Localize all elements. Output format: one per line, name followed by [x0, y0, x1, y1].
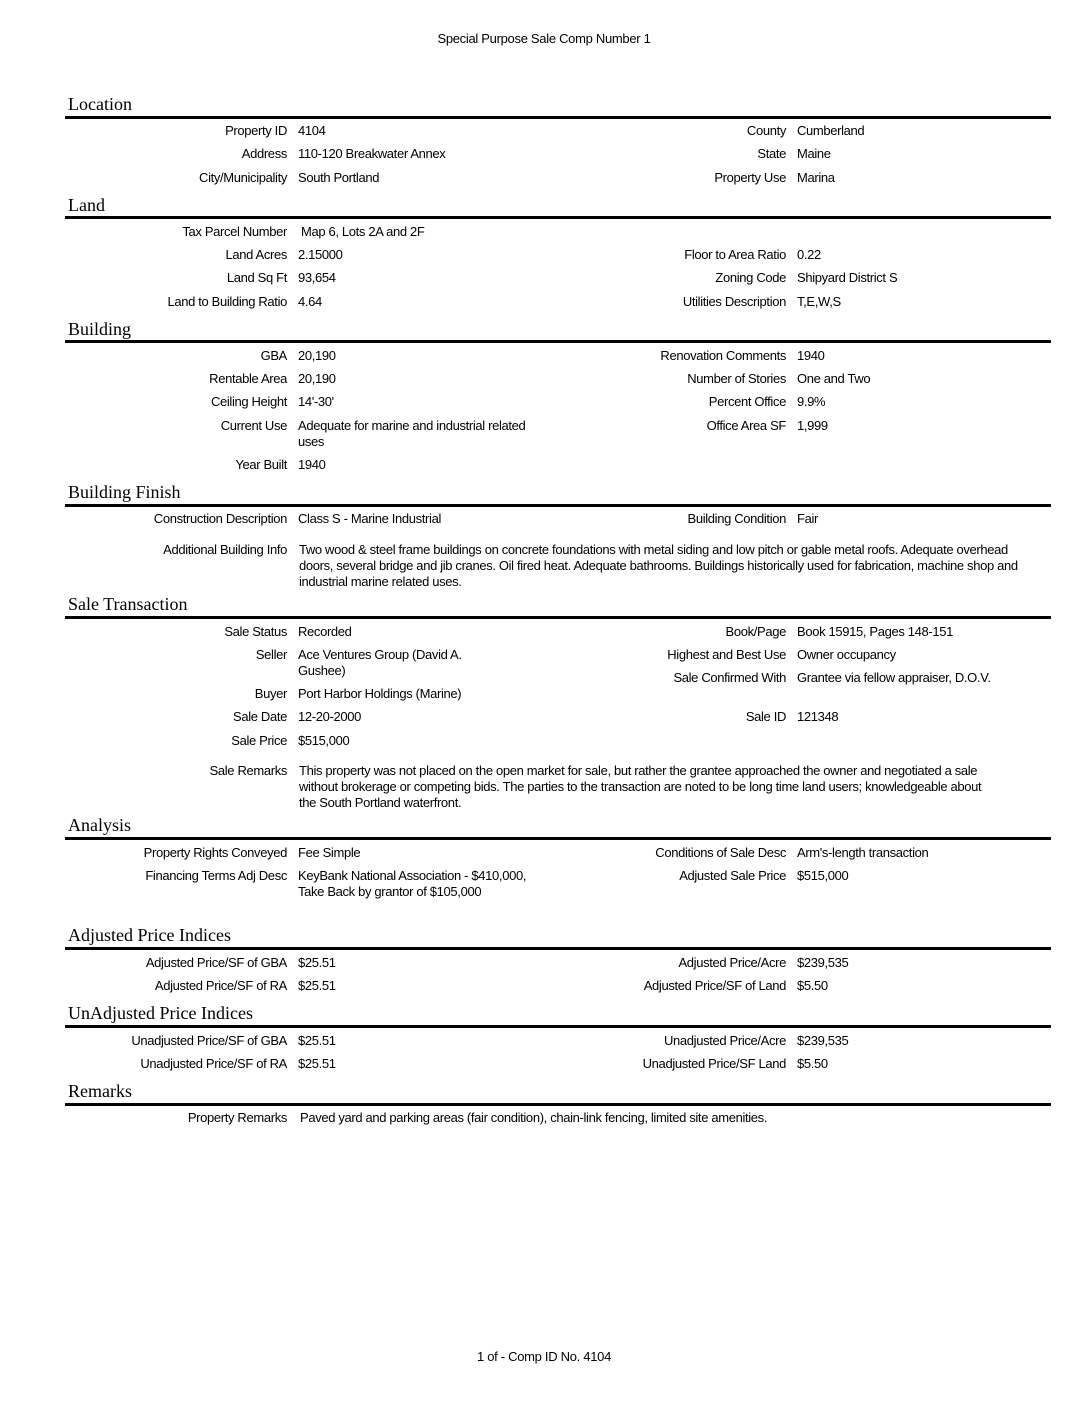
additional-info-value: Two wood & steel frame buildings on concrete foundations with metal siding and low pitch or gable metal roofs. Adequate overhead doors, several bridge and jib cranes. Oil fired heat. Adequate bathrooms. Buildings historically used for fabrication, machine shop and industrial marine related uses. [299, 542, 1018, 589]
section-title-land: Land [68, 195, 105, 215]
stories-value: One and Two [797, 371, 871, 386]
sale-date-label: Sale Date [233, 709, 287, 724]
seller-value: Ace Ventures Group (David A. Gushee) [298, 647, 462, 678]
percent-office-value: 9.9% [797, 394, 826, 409]
condition-value: Fair [797, 511, 818, 526]
address-value: 110-120 Breakwater Annex [298, 146, 446, 161]
confirmed-value: Grantee via fellow appraiser, D.O.V. [797, 670, 991, 685]
sale-price-value: $515,000 [298, 733, 350, 748]
section-divider [65, 1103, 1051, 1106]
construction-value: Class S - Marine Industrial [298, 511, 441, 526]
tax-parcel-label: Tax Parcel Number [182, 224, 287, 239]
state-label: State [757, 146, 786, 161]
gba-label: GBA [260, 348, 287, 363]
far-value: 0.22 [797, 247, 821, 262]
far-label: Floor to Area Ratio [684, 247, 786, 262]
adj-land-label: Adjusted Price/SF of Land [643, 978, 786, 993]
hbu-value: Owner occupancy [797, 647, 896, 662]
section-title-analysis: Analysis [68, 815, 131, 835]
sale-date-value: 12-20-2000 [298, 709, 361, 724]
section-divider [65, 504, 1051, 507]
city-label: City/Municipality [199, 170, 287, 185]
land-sqft-label: Land Sq Ft [226, 270, 287, 285]
rentable-area-label: Rentable Area [209, 371, 287, 386]
unadj-ra-value: $25.51 [298, 1056, 336, 1071]
property-remarks-value: Paved yard and parking areas (fair condition), chain-link fencing, limited site amenities. [300, 1110, 768, 1125]
rentable-area-value: 20,190 [298, 371, 336, 386]
property-remarks-label: Property Remarks [187, 1110, 287, 1125]
hbu-label: Highest and Best Use [667, 647, 786, 662]
year-built-value: 1940 [298, 457, 326, 472]
book-page-label: Book/Page [725, 624, 786, 639]
section-divider [65, 1025, 1051, 1028]
land-acres-value: 2.15000 [298, 247, 343, 262]
adj-ra-label: Adjusted Price/SF of RA [154, 978, 287, 993]
sale-price-label: Sale Price [231, 733, 287, 748]
adj-ra-value: $25.51 [298, 978, 336, 993]
renovation-value: 1940 [797, 348, 825, 363]
land-building-ratio-label: Land to Building Ratio [167, 294, 287, 309]
property-use-label: Property Use [714, 170, 786, 185]
book-page-value: Book 15915, Pages 148-151 [797, 624, 954, 639]
sale-remarks-label: Sale Remarks [209, 763, 287, 778]
unadj-gba-label: Unadjusted Price/SF of GBA [131, 1033, 287, 1048]
section-title-unadjusted: UnAdjusted Price Indices [68, 1003, 253, 1023]
rights-value: Fee Simple [298, 845, 361, 860]
ceiling-height-value: 14'-30' [298, 394, 334, 409]
additional-info-label: Additional Building Info [163, 542, 287, 557]
section-divider [65, 616, 1051, 619]
unadj-ra-label: Unadjusted Price/SF of RA [140, 1056, 287, 1071]
page-footer: 1 of - Comp ID No. 4104 [477, 1349, 611, 1364]
section-divider [65, 216, 1051, 219]
utilities-value: T,E,W,S [797, 294, 841, 309]
page-title: Special Purpose Sale Comp Number 1 [437, 31, 651, 46]
section-divider [65, 116, 1051, 119]
gba-value: 20,190 [298, 348, 336, 363]
percent-office-label: Percent Office [708, 394, 786, 409]
section-divider [65, 340, 1051, 343]
office-area-label: Office Area SF [706, 418, 786, 433]
seller-label: Seller [255, 647, 287, 662]
property-id-label: Property ID [225, 123, 287, 138]
section-title-adjusted: Adjusted Price Indices [68, 925, 231, 945]
office-area-value: 1,999 [797, 418, 828, 433]
unadj-acre-value: $239,535 [797, 1033, 849, 1048]
current-use-value: Adequate for marine and industrial related uses [298, 418, 526, 449]
financing-label: Financing Terms Adj Desc [145, 868, 287, 883]
utilities-label: Utilities Description [682, 294, 786, 309]
property-use-value: Marina [797, 170, 835, 185]
sale-status-label: Sale Status [224, 624, 287, 639]
ceiling-height-label: Ceiling Height [210, 394, 287, 409]
adj-gba-label: Adjusted Price/SF of GBA [145, 955, 287, 970]
year-built-label: Year Built [235, 457, 287, 472]
conditions-label: Conditions of Sale Desc [655, 845, 786, 860]
condition-label: Building Condition [687, 511, 786, 526]
current-use-label: Current Use [220, 418, 287, 433]
stories-label: Number of Stories [687, 371, 786, 386]
land-sqft-value: 93,654 [298, 270, 336, 285]
buyer-value: Port Harbor Holdings (Marine) [298, 686, 462, 701]
section-title-remarks: Remarks [68, 1081, 132, 1101]
renovation-label: Renovation Comments [660, 348, 786, 363]
construction-label: Construction Description [153, 511, 287, 526]
adj-gba-value: $25.51 [298, 955, 336, 970]
section-title-building: Building [68, 319, 132, 339]
sale-status-value: Recorded [298, 624, 352, 639]
county-value: Cumberland [797, 123, 865, 138]
adjusted-sale-price-label: Adjusted Sale Price [679, 868, 786, 883]
rights-label: Property Rights Conveyed [143, 845, 287, 860]
city-value: South Portland [298, 170, 380, 185]
unadj-land-value: $5.50 [797, 1056, 828, 1071]
unadj-acre-label: Unadjusted Price/Acre [664, 1033, 786, 1048]
section-title-building-finish: Building Finish [68, 482, 181, 502]
state-value: Maine [797, 146, 831, 161]
adj-land-value: $5.50 [797, 978, 828, 993]
land-building-ratio-value: 4.64 [298, 294, 322, 309]
unadj-gba-value: $25.51 [298, 1033, 336, 1048]
sale-id-label: Sale ID [745, 709, 786, 724]
conditions-value: Arm's-length transaction [797, 845, 929, 860]
adj-acre-label: Adjusted Price/Acre [678, 955, 786, 970]
county-label: County [746, 123, 786, 138]
section-divider [65, 837, 1051, 840]
address-label: Address [241, 146, 287, 161]
zoning-value: Shipyard District S [797, 270, 898, 285]
sale-remarks-value: This property was not placed on the open market for sale, but rather the grantee approached the owner and negotiated a sale without brokerage or competing bids. The parties to the transaction are noted to be long time land users; knowledgeable about the South Portland waterfront. [299, 763, 982, 810]
buyer-label: Buyer [254, 686, 287, 701]
confirmed-label: Sale Confirmed With [673, 670, 786, 685]
sale-id-value: 121348 [797, 709, 839, 724]
zoning-label: Zoning Code [715, 270, 786, 285]
adj-acre-value: $239,535 [797, 955, 849, 970]
tax-parcel-value: Map 6, Lots 2A and 2F [301, 224, 425, 239]
unadj-land-label: Unadjusted Price/SF Land [642, 1056, 786, 1071]
adjusted-sale-price-value: $515,000 [797, 868, 849, 883]
section-divider [65, 947, 1051, 950]
section-title-sale-transaction: Sale Transaction [68, 594, 188, 614]
financing-value: KeyBank National Association - $410,000, Take Back by grantor of $105,000 [298, 868, 527, 899]
land-acres-label: Land Acres [225, 247, 287, 262]
section-title-location: Location [68, 94, 132, 114]
property-id-value: 4104 [298, 123, 326, 138]
